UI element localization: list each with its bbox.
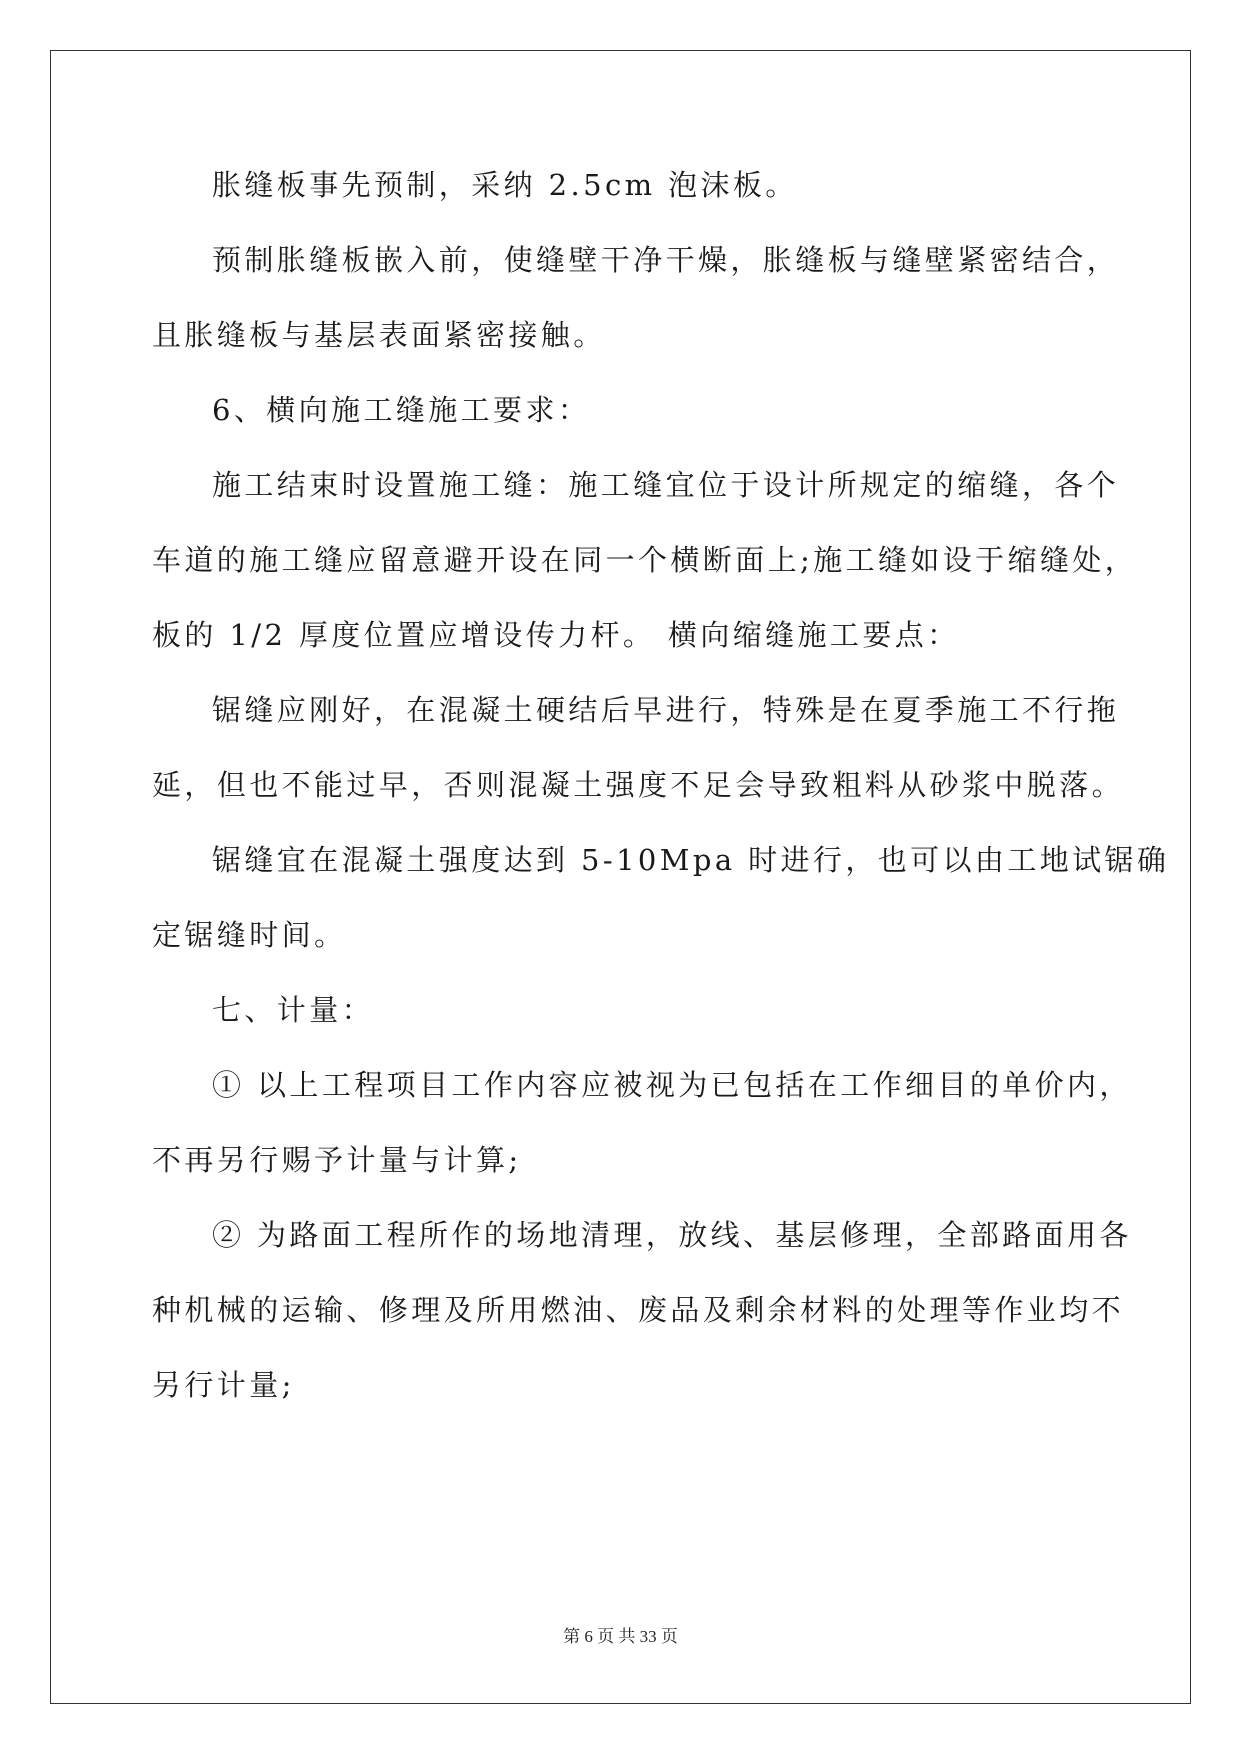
paragraph-2-line-2: 且胀缝板与基层表面紧密接触。: [152, 318, 606, 352]
paragraph-8-line-1: ① 以上工程项目工作内容应被视为已包括在工作细目的单价内，: [212, 1068, 1132, 1102]
paragraph-1-line-1: 胀缝板事先预制，采纳 2.5cm 泡沫板。: [212, 168, 798, 202]
paragraph-4-line-2: 车道的施工缝应留意避开设在同一个横断面上;施工缝如设于缩缝处，: [152, 543, 1138, 577]
paragraph-5-line-1: 锯缝应刚好，在混凝土硬结后早进行，特殊是在夏季施工不行拖: [212, 693, 1120, 727]
paragraph-6-line-1: 锯缝宜在混凝土强度达到 5-10Mpa 时进行，也可以由工地试锯确: [212, 843, 1170, 877]
paragraph-3-line-1: 6、横向施工缝施工要求：: [212, 393, 591, 427]
paragraph-5-line-2: 延，但也不能过早，否则混凝土强度不足会导致粗料从砂浆中脱落。: [152, 768, 1125, 802]
page-footer: 第 6 页 共 33 页: [563, 1627, 678, 1646]
paragraph-2-line-1: 预制胀缝板嵌入前，使缝壁干净干燥，胀缝板与缝壁紧密结合，: [212, 243, 1120, 277]
paragraph-4-line-3: 板的 1/2 厚度位置应增设传力杆。 横向缩缝施工要点：: [152, 618, 960, 652]
paragraph-6-line-2: 定锯缝时间。: [152, 918, 347, 952]
paragraph-4-line-1: 施工结束时设置施工缝：施工缝宜位于设计所规定的缩缝，各个: [212, 468, 1120, 502]
paragraph-7-line-1: 七、计量：: [212, 993, 375, 1027]
paragraph-9-line-2: 种机械的运输、修理及所用燃油、废品及剩余材料的处理等作业均不: [152, 1293, 1125, 1327]
paragraph-8-line-2: 不再另行赐予计量与计算;: [152, 1143, 522, 1177]
paragraph-9-line-3: 另行计量;: [152, 1368, 295, 1402]
paragraph-9-line-1: ② 为路面工程所作的场地清理，放线、基层修理，全部路面用各: [212, 1218, 1132, 1252]
